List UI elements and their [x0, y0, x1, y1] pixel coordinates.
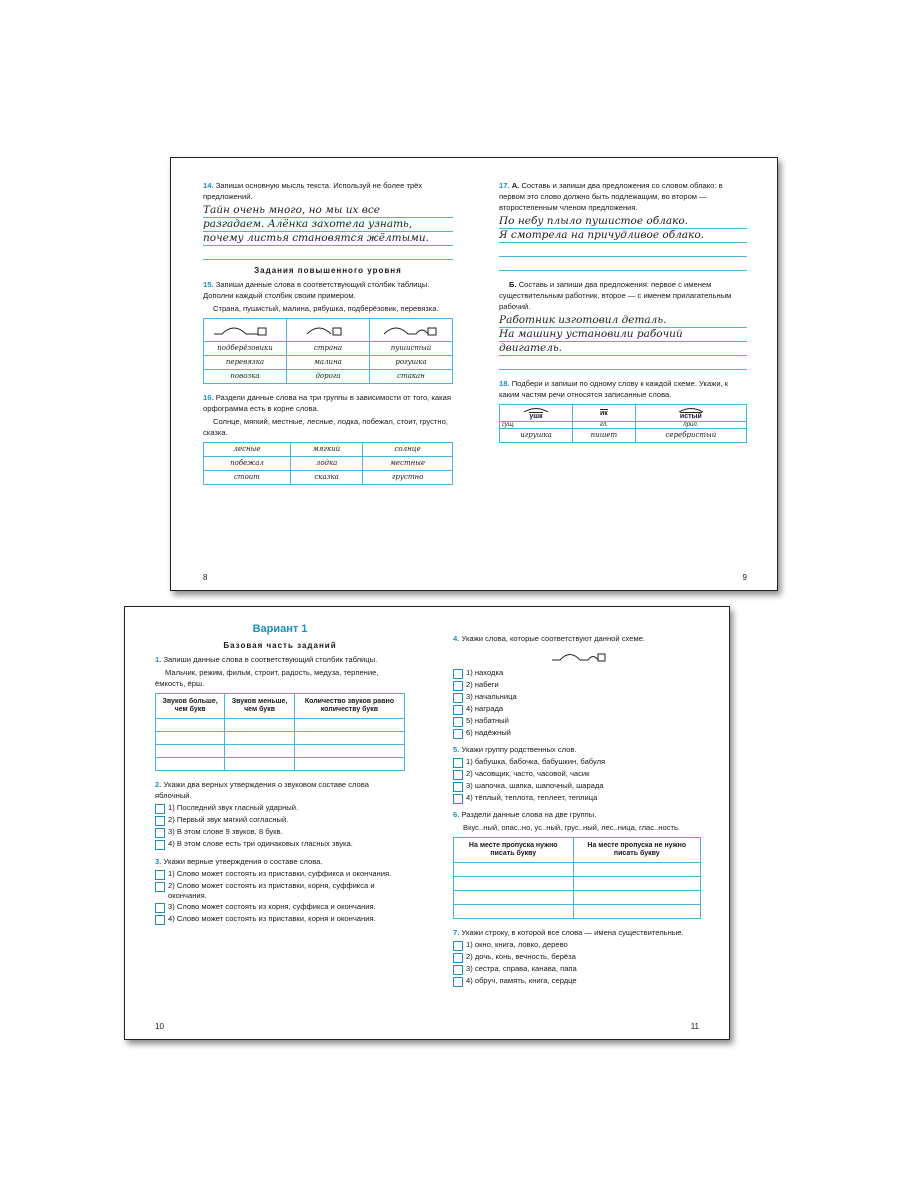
column-header: Количество звуков равно количеству букв: [294, 694, 404, 719]
task-16-prompt: 16. Раздели данные слова на три группы в зависимости от того, какая орфограмма есть в корне слова.: [203, 393, 451, 413]
answer-line: Работник изготовил деталь.: [499, 314, 747, 328]
page-10: [155, 613, 405, 1039]
table-row: [156, 732, 405, 745]
checkbox[interactable]: [155, 870, 165, 880]
answer-option[interactable]: 4) обруч, память, книга, сердце: [453, 976, 701, 987]
task-18-prompt: 18. Подбери и запиши по одному слову к каждой схеме. Укажи, к каким частям речи относятся записанные слова.: [499, 379, 729, 399]
page-8: [203, 180, 453, 590]
top-spread: [170, 157, 778, 591]
table-cell: сущ.: [500, 422, 573, 429]
scheme-cell: ушк: [500, 405, 573, 422]
answer-option[interactable]: 2) Слово может состоять из приставки, корня, суффикса и окончания.: [155, 881, 405, 901]
table-row: [500, 422, 747, 429]
answer-option[interactable]: 2) дочь, конь, вечность, берёза: [453, 952, 701, 963]
task-15-words: Страна, пушистый, малина, рябушка, подберёзовик, перевязка.: [213, 304, 439, 313]
column-header: Звуков меньше, чем букв: [225, 694, 295, 719]
answer-option[interactable]: 1) Последний звук гласный ударный.: [155, 803, 405, 814]
task-6-table: [453, 837, 701, 919]
table-cell[interactable]: [225, 732, 295, 745]
table-cell[interactable]: [294, 745, 404, 758]
table-cell[interactable]: [573, 863, 700, 877]
answer-option[interactable]: 3) шапочка, шапка, шапочный, шарада: [453, 781, 701, 792]
answer-option[interactable]: 6) надёжный: [453, 728, 701, 739]
table-cell[interactable]: [294, 732, 404, 745]
table-header-row: [454, 838, 701, 863]
checkbox[interactable]: [453, 758, 463, 768]
table-cell: игрушка: [500, 429, 573, 443]
checkbox[interactable]: [453, 953, 463, 963]
table-cell: лесные: [204, 443, 291, 457]
checkbox[interactable]: [453, 669, 463, 679]
checkbox[interactable]: [453, 941, 463, 951]
table-row: [454, 905, 701, 919]
table-cell: солнце: [363, 443, 453, 457]
task-5-prompt: 5. Укажи группу родственных слов.: [453, 745, 577, 754]
answer-line: На машину установили рабочий: [499, 328, 747, 342]
answer-line: [203, 246, 453, 260]
checkbox[interactable]: [453, 681, 463, 691]
table-cell[interactable]: [225, 745, 295, 758]
table-cell[interactable]: [156, 745, 225, 758]
table-row: [204, 457, 453, 471]
table-cell: малина: [287, 356, 370, 370]
answer-option[interactable]: 4) Слово может состоять из приставки, корня и окончания.: [155, 914, 405, 925]
checkbox[interactable]: [453, 794, 463, 804]
table-cell[interactable]: [454, 863, 574, 877]
table-cell: сказка: [290, 471, 362, 485]
checkbox[interactable]: [155, 915, 165, 925]
answer-line: Тайн очень много, но мы их все: [203, 204, 453, 218]
task-15-prompt: 15. Запиши данные слова в соответствующий столбик таблицы. Дополни каждый столбик своим примером.: [203, 280, 430, 300]
section-heading: Задания повышенного уровня: [254, 266, 402, 275]
answer-option[interactable]: 2) набеги: [453, 680, 701, 691]
table-cell[interactable]: [156, 732, 225, 745]
table-cell[interactable]: [225, 758, 295, 771]
checkbox[interactable]: [155, 903, 165, 913]
checkbox[interactable]: [453, 782, 463, 792]
checkbox[interactable]: [453, 693, 463, 703]
table-cell[interactable]: [156, 719, 225, 732]
table-row: [204, 443, 453, 457]
scheme-cell: [287, 319, 370, 342]
scheme-cell: ик: [573, 405, 636, 422]
answer-line: почему листья становятся жёлтыми.: [203, 232, 453, 246]
checkbox[interactable]: [453, 965, 463, 975]
answer-line: двигатель.: [499, 342, 747, 356]
column-header: Звуков больше, чем букв: [156, 694, 225, 719]
table-row: [454, 863, 701, 877]
checkbox[interactable]: [155, 840, 165, 850]
scheme-row: [500, 405, 747, 422]
table-cell: пушистый: [370, 342, 453, 356]
table-cell: перевязка: [204, 356, 287, 370]
checkbox[interactable]: [155, 828, 165, 838]
table-cell[interactable]: [454, 877, 574, 891]
page-number: 8: [203, 573, 208, 582]
checkbox[interactable]: [453, 717, 463, 727]
answer-option[interactable]: 2) Первый звук мягкий согласный.: [155, 815, 405, 826]
answer-option[interactable]: 3) начальница: [453, 692, 701, 703]
table-cell: грустно: [363, 471, 453, 485]
checkbox[interactable]: [155, 804, 165, 814]
task-14-prompt: 14. Запиши основную мысль текста. Используй не более трёх предложений.: [203, 181, 423, 201]
answer-option[interactable]: 1) находка: [453, 668, 701, 679]
table-cell[interactable]: [573, 905, 700, 919]
task-18-table: [499, 404, 747, 443]
answer-option[interactable]: 3) Слово может состоять из корня, суффикса и окончания.: [155, 902, 405, 913]
answer-line: Я смотрела на причудливое облако.: [499, 229, 747, 243]
page-number: 10: [155, 1022, 164, 1031]
table-cell: стакан: [370, 370, 453, 384]
checkbox[interactable]: [155, 882, 165, 892]
task-1-words: Мальчик, режим, фильм, строит, радость, медуза, терпение, ёмкость, ёрш.: [155, 668, 379, 688]
answer-option[interactable]: 3) В этом слове 9 звуков, 8 букв.: [155, 827, 405, 838]
task-4-prompt: 4. Укажи слова, которые соответствуют данной схеме.: [453, 634, 646, 643]
table-header-row: [156, 694, 405, 719]
scheme-cell: [204, 319, 287, 342]
checkbox[interactable]: [453, 729, 463, 739]
word-scheme-icon: [548, 646, 608, 666]
table-row: [204, 342, 453, 356]
bottom-spread: [124, 606, 730, 1040]
table-row: [204, 356, 453, 370]
answer-line: [499, 356, 747, 370]
table-cell[interactable]: [294, 758, 404, 771]
task-7-prompt: 7. Укажи строку, в которой все слова — имена существительные.: [453, 928, 684, 937]
table-cell: серебристый: [635, 429, 746, 443]
table-cell[interactable]: [573, 891, 700, 905]
section-heading: Базовая часть заданий: [223, 641, 337, 650]
checkbox[interactable]: [155, 816, 165, 826]
answer-line: По небу плыло пушистое облако.: [499, 215, 747, 229]
task-6-prompt: 6. Раздели данные слова на две группы.: [453, 810, 597, 819]
answer-option[interactable]: 2) часовщик, часто, часовой, часик: [453, 769, 701, 780]
answer-option[interactable]: 4) награда: [453, 704, 701, 715]
task-17a-prompt: 17. А. Составь и запиши два предложения со словом облако: в первом это слово должно быть подлежащим, во втором — второстепенным членом предложения.: [499, 181, 723, 212]
answer-option[interactable]: 4) тёплый, теплота, теплеет, теплица: [453, 793, 701, 804]
table-cell[interactable]: [454, 891, 574, 905]
task-16-words: Солнце, мягкий, местные, лесные, лодка, побежал, стоит, грустно, сказка.: [203, 417, 448, 437]
table-row: [156, 719, 405, 732]
table-cell: рогушка: [370, 356, 453, 370]
table-row: [454, 877, 701, 891]
table-cell[interactable]: [573, 877, 700, 891]
page-11: [453, 633, 701, 1039]
task-16-table: [203, 442, 453, 485]
table-cell: пишет: [573, 429, 636, 443]
task-2-prompt: 2. Укажи два верных утверждения о звуковом составе слова яблочный.: [155, 780, 369, 800]
word-scheme-icon: [289, 320, 359, 340]
answer-line: [499, 243, 747, 257]
table-row: [204, 370, 453, 384]
page-9: [499, 180, 747, 590]
answer-option[interactable]: 1) бабушка, бабочка, бабушкин, бабуля: [453, 757, 701, 768]
answer-option[interactable]: 1) Слово может состоять из приставки, суффикса и окончания.: [155, 869, 405, 880]
task-17b-prompt: Б. Составь и запиши два предложения: первое с именем существительным работник, второе — с именем прилагательным рабочий.: [499, 280, 732, 311]
table-row: [204, 471, 453, 485]
page-number: 11: [690, 1022, 699, 1031]
answer-option[interactable]: 4) В этом слове есть три одинаковых гласных звука.: [155, 839, 405, 850]
table-cell: подберёзовики: [204, 342, 287, 356]
table-cell: мягкий: [290, 443, 362, 457]
checkbox[interactable]: [453, 770, 463, 780]
answer-option[interactable]: 3) сестра, справа, канава, папа: [453, 964, 701, 975]
page-number: 9: [742, 573, 747, 582]
table-cell[interactable]: [454, 905, 574, 919]
task-6-words: Вкус..ный, опас..но, ус..ный, грус..ный, лес..ница, глас..ность.: [463, 823, 681, 832]
table-cell: страна: [287, 342, 370, 356]
variant-title: Вариант 1: [252, 623, 308, 635]
column-header: На месте пропуска нужно писать букву: [454, 838, 574, 863]
answer-line: [499, 257, 747, 271]
table-cell: повозка: [204, 370, 287, 384]
table-cell[interactable]: [225, 719, 295, 732]
answer-line: разгадаем. Алёнка захотела узнать,: [203, 218, 453, 232]
table-cell: стоит: [204, 471, 291, 485]
answer-option[interactable]: 5) набатный: [453, 716, 701, 727]
word-scheme-icon: [372, 320, 442, 340]
table-cell: прил.: [635, 422, 746, 429]
scheme-row: [204, 319, 453, 342]
checkbox[interactable]: [453, 705, 463, 715]
table-cell: побежал: [204, 457, 291, 471]
task-3-prompt: 3. Укажи верные утверждения о составе слова.: [155, 857, 323, 866]
task-15-table: [203, 318, 453, 384]
table-cell: гл.: [573, 422, 636, 429]
task-1-table: [155, 693, 405, 771]
table-cell: лодка: [290, 457, 362, 471]
table-row: [156, 745, 405, 758]
table-cell: дорога: [287, 370, 370, 384]
word-scheme-icon: [206, 320, 276, 340]
table-row: [500, 429, 747, 443]
column-header: На месте пропуска не нужно писать букву: [573, 838, 700, 863]
table-row: [454, 891, 701, 905]
scheme-cell: истый: [635, 405, 746, 422]
table-row: [156, 758, 405, 771]
answer-option[interactable]: 1) окно, книга, ловко, дерево: [453, 940, 701, 951]
table-cell[interactable]: [294, 719, 404, 732]
table-cell: местные: [363, 457, 453, 471]
task-1-prompt: 1. Запиши данные слова в соответствующий столбик таблицы.: [155, 655, 378, 664]
table-cell[interactable]: [156, 758, 225, 771]
checkbox[interactable]: [453, 977, 463, 987]
scheme-cell: [370, 319, 453, 342]
